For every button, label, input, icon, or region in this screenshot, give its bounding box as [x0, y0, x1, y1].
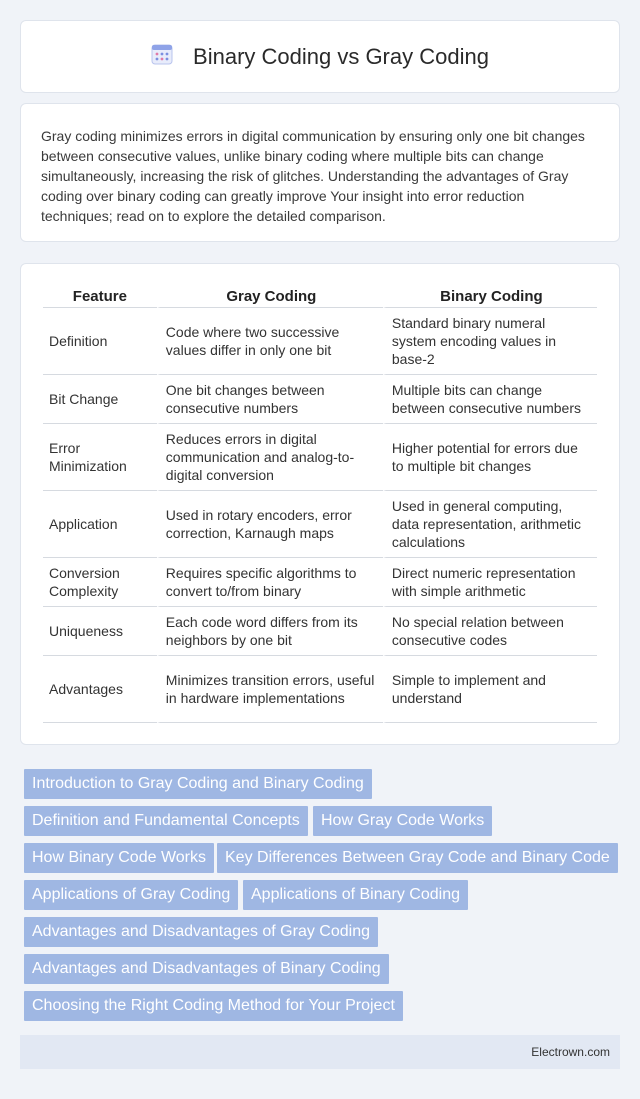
header-binary-coding: Binary Coding — [383, 286, 597, 308]
feature-cell: Definition — [43, 308, 157, 375]
table-row — [43, 607, 597, 656]
topic-link-choosing-method[interactable]: Choosing the Right Coding Method for Your Project — [24, 991, 403, 1021]
gray-cell: Minimizes transition errors, useful in hardware implementations — [157, 656, 383, 723]
topic-link-applications-gray[interactable]: Applications of Gray Coding — [24, 880, 238, 910]
calendar-grid-icon — [151, 43, 173, 70]
table-row — [43, 424, 597, 491]
footer-site: Electrown.com — [531, 1045, 610, 1059]
header-feature: Feature — [43, 286, 157, 308]
page-title: Binary Coding vs Gray Coding — [193, 43, 489, 69]
feature-cell: Error Minimization — [43, 424, 157, 491]
binary-cell: Used in general computing, data representation, arithmetic calculations — [383, 491, 597, 558]
table-header-row — [43, 286, 597, 308]
table-row — [43, 375, 597, 424]
topic-link-definition[interactable]: Definition and Fundamental Concepts — [24, 806, 308, 836]
feature-cell: Application — [43, 491, 157, 558]
feature-cell: Uniqueness — [43, 607, 157, 656]
footer — [20, 1035, 620, 1069]
gray-cell: One bit changes between consecutive numbers — [157, 375, 383, 424]
table-row — [43, 558, 597, 607]
gray-cell: Requires specific algorithms to convert to/from binary — [157, 558, 383, 607]
topic-link-applications-binary[interactable]: Applications of Binary Coding — [243, 880, 468, 910]
topic-link-key-differences[interactable]: Key Differences Between Gray Code and Binary Code — [217, 843, 618, 873]
gray-cell: Code where two successive values differ in only one bit — [157, 308, 383, 375]
intro-card — [20, 103, 620, 242]
table-row — [43, 491, 597, 558]
topic-link-advantages-gray[interactable]: Advantages and Disadvantages of Gray Coding — [24, 917, 378, 947]
title-card — [20, 20, 620, 93]
feature-cell: Conversion Complexity — [43, 558, 157, 607]
topic-link-how-binary-code-works[interactable]: How Binary Code Works — [24, 843, 214, 873]
gray-cell: Reduces errors in digital communication and analog-to-digital conversion — [157, 424, 383, 491]
intro-text: Gray coding minimizes errors in digital communication by ensuring only one bit changes between consecutive values, unlike binary coding where multiple bits can change simultaneously, increasing the risk of glitches. Understanding the advantages of Gray coding over binary coding can greatly improve Your insight into error reduction techniques; read on to explore the detailed comparison. — [41, 128, 585, 224]
binary-cell: Simple to implement and understand — [383, 656, 597, 723]
binary-cell: Multiple bits can change between consecutive numbers — [383, 375, 597, 424]
topic-link-how-gray-code-works[interactable]: How Gray Code Works — [313, 806, 492, 836]
comparison-table — [43, 286, 597, 723]
topic-link-introduction[interactable]: Introduction to Gray Coding and Binary Coding — [24, 769, 372, 799]
table-row — [43, 656, 597, 723]
header-gray-coding: Gray Coding — [157, 286, 383, 308]
feature-cell: Advantages — [43, 656, 157, 723]
binary-cell: Direct numeric representation with simple arithmetic — [383, 558, 597, 607]
binary-cell: Standard binary numeral system encoding values in base-2 — [383, 308, 597, 375]
comparison-card — [20, 263, 620, 745]
topic-link-advantages-binary[interactable]: Advantages and Disadvantages of Binary Coding — [24, 954, 389, 984]
gray-cell: Each code word differs from its neighbors by one bit — [157, 607, 383, 656]
feature-cell: Bit Change — [43, 375, 157, 424]
table-row — [43, 308, 597, 375]
gray-cell: Used in rotary encoders, error correction, Karnaugh maps — [157, 491, 383, 558]
binary-cell: No special relation between consecutive codes — [383, 607, 597, 656]
binary-cell: Higher potential for errors due to multiple bit changes — [383, 424, 597, 491]
